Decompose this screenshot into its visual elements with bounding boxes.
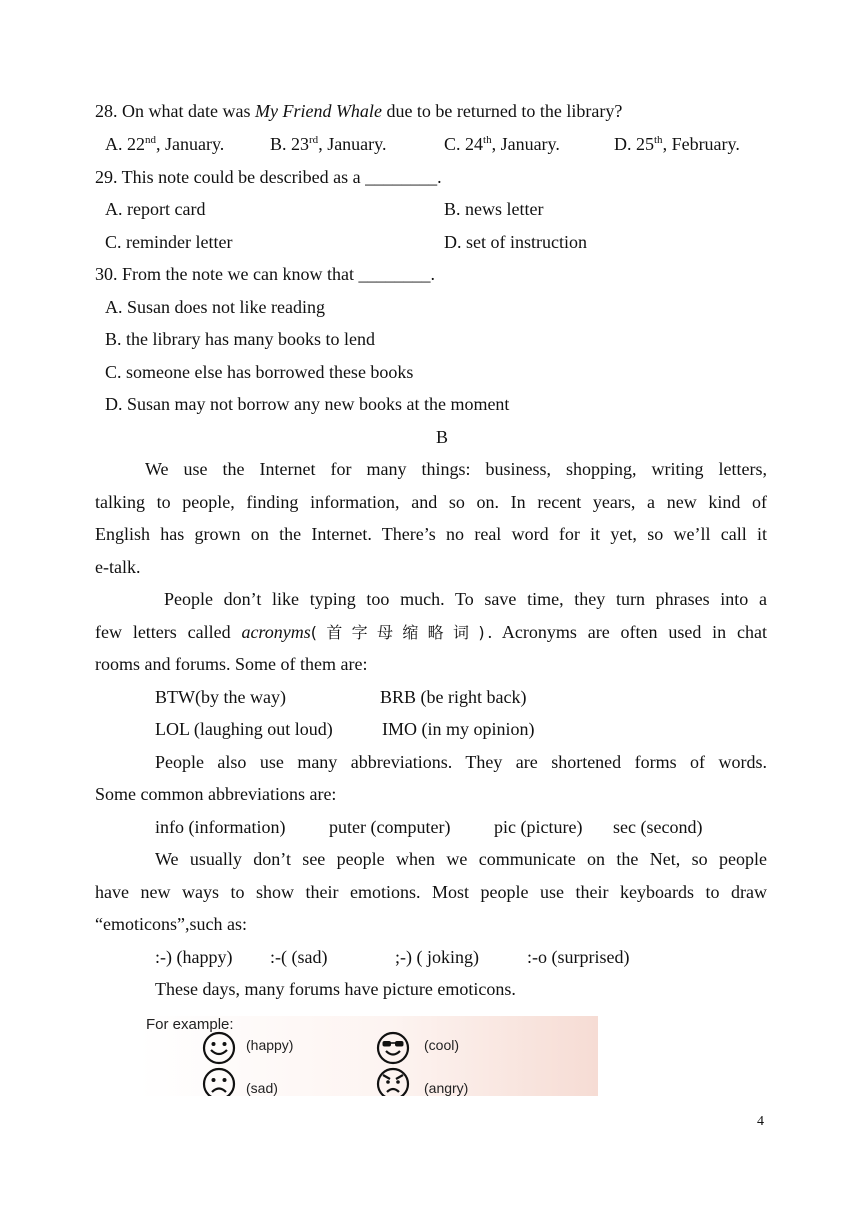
paragraph-4-line-3: “emoticons”,such as: (95, 914, 247, 934)
paragraph-1-line-2: talking to people, finding information, and so on. In recent years, a new kind of (95, 492, 767, 512)
acronym-imo: IMO (in my opinion) (382, 719, 535, 739)
label-sad: (sad) (246, 1080, 278, 1096)
angry-face-icon (376, 1067, 410, 1096)
emoticon-example-image (138, 1016, 598, 1096)
paragraph-2-line-1: People don’t like typing too much. To save time, they turn phrases into a (164, 589, 767, 609)
emoticon-surprised: :-o (surprised) (527, 947, 630, 967)
q28-stem-start: 28. On what date was (95, 101, 255, 121)
q28-stem-end: due to be returned to the library? (381, 101, 623, 121)
q29-option-b: B. news letter (444, 199, 544, 219)
question-30-stem: 30. From the note we can know that ________. (95, 264, 435, 284)
paragraph-5: These days, many forums have picture emoticons. (155, 979, 516, 999)
chinese-gloss: (首字母缩略词) (310, 623, 488, 642)
q30-option-a: A. Susan does not like reading (105, 297, 325, 317)
label-happy: (happy) (246, 1037, 294, 1053)
q29-option-a: A. report card (105, 199, 206, 219)
label-cool: (cool) (424, 1037, 460, 1053)
sad-face-icon (202, 1067, 236, 1096)
acronym-lol: LOL (laughing out loud) (155, 719, 333, 739)
abbr-sec: sec (second) (613, 817, 703, 837)
label-angry: (angry) (424, 1080, 469, 1096)
page-number: 4 (757, 1114, 764, 1129)
paragraph-1-line-1: We use the Internet for many things: business, shopping, writing letters, (145, 459, 767, 479)
acronym-btw: BTW(by the way) (155, 687, 286, 707)
emoticon-happy: :-) (happy) (155, 947, 233, 967)
q29-option-d: D. set of instruction (444, 232, 587, 252)
q29-option-c: C. reminder letter (105, 232, 233, 252)
q28-option-b: B. 23rd, January. (270, 134, 387, 154)
emoticon-sad: :-( (sad) (270, 947, 328, 967)
acronym-brb: BRB (be right back) (380, 687, 527, 707)
q28-option-a: A. 22nd, January. (105, 134, 225, 154)
paragraph-4-line-1: We usually don’t see people when we communicate on the Net, so people (155, 849, 767, 869)
q30-option-d: D. Susan may not borrow any new books at the moment (105, 394, 510, 414)
q30-option-b: B. the library has many books to lend (105, 329, 375, 349)
paragraph-1-line-3: English has grown on the Internet. There’s no real word for it yet, so we’ll call it (95, 524, 767, 544)
paragraph-3-line-2: Some common abbreviations are: (95, 784, 337, 804)
q30-option-c: C. someone else has borrowed these books (105, 362, 414, 382)
paragraph-3-line-1: People also use many abbreviations. They are shortened forms of words. (155, 752, 767, 772)
paragraph-1-line-4: e-talk. (95, 557, 141, 577)
example-title: For example: (146, 1016, 234, 1033)
q28-option-d: D. 25th, February. (614, 134, 740, 154)
book-title: My Friend Whale (254, 101, 382, 121)
paragraph-2-line-2: few letters called acronyms(首字母缩略词). Acronyms are often used in chat (95, 622, 767, 642)
acronyms-term: acronyms (241, 622, 311, 642)
cool-face-icon (376, 1031, 410, 1065)
abbr-pic: pic (picture) (494, 817, 583, 837)
abbr-puter: puter (computer) (329, 817, 451, 837)
emoticon-joking: ;-) ( joking) (395, 947, 479, 967)
section-heading-b: B (436, 427, 449, 447)
question-28-stem (95, 100, 622, 122)
question-29-stem: 29. This note could be described as a ________. (95, 167, 442, 187)
paragraph-4-line-2: have new ways to show their emotions. Most people use their keyboards to draw (95, 882, 767, 902)
paragraph-2-line-3: rooms and forums. Some of them are: (95, 654, 368, 674)
happy-face-icon (202, 1031, 236, 1065)
q28-option-c: C. 24th, January. (444, 134, 560, 154)
abbr-info: info (information) (155, 817, 286, 837)
